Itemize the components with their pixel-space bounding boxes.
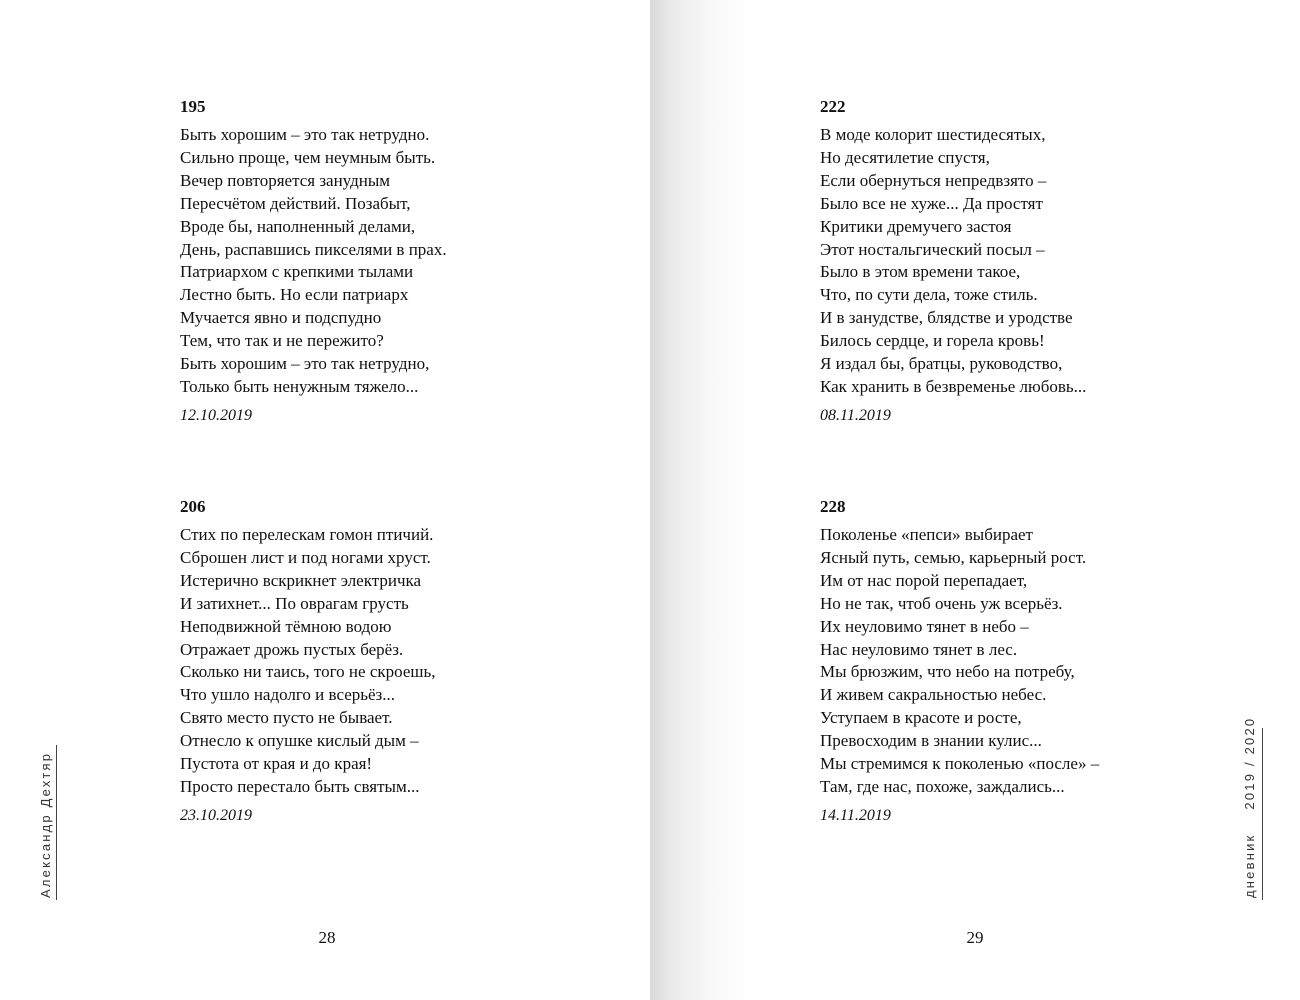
poem-line: Там, где нас, похоже, заждались... bbox=[820, 776, 1065, 796]
page-number: 28 bbox=[318, 928, 336, 947]
poem-line: Как хранить в безвременье любовь... bbox=[820, 376, 1087, 396]
poem-206 bbox=[180, 496, 600, 826]
poem-line: Уступаем в красоте и росте, bbox=[820, 708, 1022, 728]
poem-222 bbox=[820, 96, 1240, 426]
poem-line: Вечер повторяется занудным bbox=[180, 170, 391, 190]
poem-line: Мучается явно и подспудно bbox=[180, 308, 382, 328]
series-years: 2019 / 2020 bbox=[1242, 716, 1257, 810]
poem-line: Этот ностальгический посыл – bbox=[820, 239, 1045, 259]
poem-line: Сильно проще, чем неумным быть. bbox=[180, 147, 436, 167]
poem-number: 228 bbox=[820, 497, 846, 516]
poem-line: Превосходим в знании кулис... bbox=[820, 731, 1042, 751]
poem-date: 23.10.2019 bbox=[180, 806, 252, 824]
poem-line: Ясный путь, семью, карьерный рост. bbox=[820, 547, 1087, 567]
poem-line: Тем, что так и не пережито? bbox=[180, 331, 384, 351]
poem-line: И затихнет... По оврагам грусть bbox=[180, 593, 409, 613]
author-label: Александр Дехтяр bbox=[38, 751, 53, 898]
poem-line: Отнесло к опушке кислый дым – bbox=[180, 731, 419, 751]
poem-line: Если обернуться непредвзято – bbox=[820, 170, 1047, 190]
poem-lines bbox=[180, 124, 600, 399]
poem-line: Истерично вскрикнет электричка bbox=[180, 570, 422, 590]
poem-line: Стих по перелескам гомон птичий. bbox=[180, 525, 434, 544]
poem-line: Свято место пусто не бывает. bbox=[180, 708, 393, 728]
series-name: дневник bbox=[1242, 833, 1257, 898]
poem-line: Мы брюзжим, что небо на потребу, bbox=[820, 662, 1075, 682]
poem-line: Отражает дрожь пустых берёз. bbox=[180, 639, 404, 659]
poem-line: Сколько ни таись, того не скроешь, bbox=[180, 662, 436, 682]
poem-line: Им от нас порой перепадает, bbox=[820, 570, 1028, 590]
right-page bbox=[650, 0, 1300, 1000]
poem-line: День, распавшись пикселями в прах. bbox=[180, 239, 447, 259]
poem-number: 222 bbox=[820, 97, 846, 116]
poem-line: Было все не хуже... Да простят bbox=[820, 193, 1043, 213]
poem-line: Нас неуловимо тянет в лес. bbox=[820, 639, 1018, 659]
poem-line: Только быть ненужным тяжело... bbox=[180, 376, 419, 396]
poem-lines bbox=[820, 124, 1240, 399]
poem-line: Что ушло надолго и всерьёз... bbox=[180, 685, 396, 705]
poem-line: Критики дремучего застоя bbox=[820, 216, 1012, 236]
poem-line: Сброшен лист и под ногами хруст. bbox=[180, 547, 431, 567]
poem-line: Мы стремимся к поколенью «после» – bbox=[820, 754, 1100, 774]
poem-line: Но не так, чтоб очень уж всерьёз. bbox=[820, 593, 1063, 613]
poem-line: Лестно быть. Но если патриарх bbox=[180, 285, 409, 305]
poem-line: Поколенье «пепси» выбирает bbox=[820, 525, 1033, 544]
poem-line: И в занудстве, блядстве и уродстве bbox=[820, 308, 1073, 328]
poem-line: Просто перестало быть святым... bbox=[180, 776, 420, 796]
poem-line: Вроде бы, наполненный делами, bbox=[180, 216, 416, 236]
poem-number: 195 bbox=[180, 97, 206, 116]
author-rule bbox=[56, 745, 57, 900]
poem-line: В моде колорит шестидесятых, bbox=[820, 125, 1046, 144]
poem-line: Я издал бы, братцы, руководство, bbox=[820, 354, 1063, 374]
poem-number: 206 bbox=[180, 497, 206, 516]
poem-228 bbox=[820, 496, 1240, 826]
poem-line: Билось сердце, и горела кровь! bbox=[820, 331, 1045, 351]
poem-line: Быть хорошим – это так нетрудно. bbox=[180, 125, 430, 144]
series-label bbox=[1242, 717, 1258, 898]
poem-line: Но десятилетие спустя, bbox=[820, 147, 990, 167]
poem-date: 12.10.2019 bbox=[180, 406, 252, 424]
poem-date: 14.11.2019 bbox=[820, 806, 891, 824]
poem-line: Их неуловимо тянет в небо – bbox=[820, 616, 1029, 636]
series-rule bbox=[1262, 728, 1263, 900]
poem-lines bbox=[180, 524, 600, 799]
poem-line: Пересчётом действий. Позабыт, bbox=[180, 193, 411, 213]
poem-195 bbox=[180, 96, 600, 426]
poem-date: 08.11.2019 bbox=[820, 406, 891, 424]
poem-line: Что, по сути дела, тоже стиль. bbox=[820, 285, 1038, 305]
poem-line: Пустота от края и до края! bbox=[180, 754, 373, 774]
poem-lines bbox=[820, 524, 1240, 799]
page-number: 29 bbox=[966, 928, 984, 947]
poem-line: Неподвижной тёмною водою bbox=[180, 616, 392, 636]
poem-line: И живем сакральностью небес. bbox=[820, 685, 1047, 705]
poem-line: Патриархом с крепкими тылами bbox=[180, 262, 414, 282]
poem-line: Быть хорошим – это так нетрудно, bbox=[180, 354, 430, 374]
poem-line: Было в этом времени такое, bbox=[820, 262, 1021, 282]
